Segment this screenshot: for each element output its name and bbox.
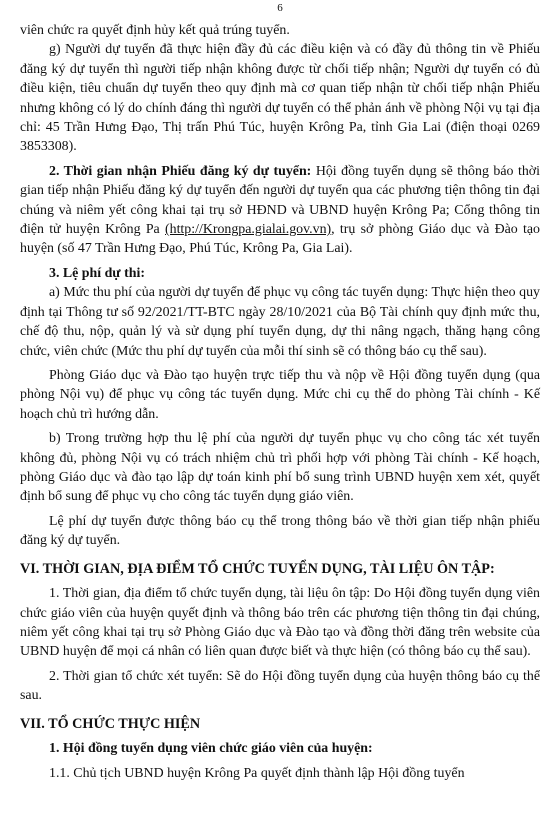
district-portal-link[interactable]: (http://Krongpa.gialai.gov.vn)	[165, 222, 332, 238]
section-2-paragraph	[20, 162, 540, 259]
page-number: 6	[277, 2, 283, 14]
paragraph-vii-1-1: 1.1. Chủ tịch UBND huyện Krông Pa quyết định thành lập Hội đồng tuyển	[49, 765, 465, 781]
paragraph-continuation: viên chức ra quyết định hủy kết quả trúng tuyển.	[20, 23, 290, 38]
section-2-text-end: , trụ sở phòng Giáo dục và Đào tạo huyện (số 47 Trần Hưng Đạo, Phú Túc, Krông Pa, Gia Lai).	[20, 222, 540, 257]
paragraph-vi-1: 1. Thời gian, địa điểm tổ chức tuyển dụng, tài liệu ôn tập: Do Hội đồng tuyển dụng viên chức giáo viên của huyện quyết định và thông báo trên các phương tiện thông tin đại chúng, niêm yết công khai tại trụ sở Phòng Giáo dục và Đào tạo và đồng thời đăng trên website của UBND huyện để mọi cá nhân có liên quan được biết và thực hiện (có thông báo cụ thể sau).	[20, 586, 540, 660]
section-vi-heading: VI. THỜI GIAN, ĐỊA ĐIỂM TỔ CHỨC TUYỂN DỤNG, TÀI LIỆU ÔN TẬP:	[20, 560, 495, 577]
section-3-heading: 3. Lệ phí dự thi:	[49, 265, 145, 281]
section-2-text: Hội đồng tuyển dụng sẽ thông báo thời gian tiếp nhận Phiếu đăng ký dự tuyển đến người dự tuyển qua các phương tiện thông tin đại chúng và niêm yết công khai tại trụ sở HĐND và UBND huyện Krông Pa; Cổng thông tin điện tử huyện Krông Pa	[20, 163, 540, 238]
paragraph-fee-collection: Phòng Giáo dục và Đào tạo huyện trực tiếp thu và nộp về Hội đồng tuyển dụng (qua phòng Nội vụ) để phục vụ công tác tuyển dụng. Mức chi cụ thể do phòng Tài chính - Kế hoạch chủ trì hướng dẫn.	[20, 367, 540, 422]
paragraph-item-g: g) Người dự tuyển đã thực hiện đầy đủ các điều kiện và có đầy đủ thông tin về Phiếu đăng ký dự tuyển thì người tiếp nhận không được từ chối tiếp nhận; Người dự tuyển có đủ điều kiện, tiêu chuẩn dự tuyển theo quy định mà cơ quan tiếp nhận từ chối tiếp nhận Phiếu nhưng không có lý do chính đáng thì người dự tuyển có thể phản ánh về phòng Nội vụ tại địa chỉ: 45 Trần Hưng Đạo, Thị trấn Phú Túc, huyện Krông Pa, tỉnh Gia Lai (điện thoại 0269 3853308).	[20, 42, 540, 155]
section-vii-1-heading: 1. Hội đồng tuyển dụng viên chức giáo viên của huyện:	[49, 741, 373, 757]
paragraph-fee-notice: Lệ phí dự tuyển được thông báo cụ thể trong thông báo về thời gian tiếp nhận phiếu đăng ký dự tuyển.	[20, 513, 540, 549]
paragraph-item-a: a) Mức thu phí của người dự tuyển để phục vụ công tác tuyển dụng: Thực hiện theo quy định tại Thông tư số 92/2021/TT-BTC ngày 28/10/2021 của Bộ Tài chính quy định mức thu, chế độ thu, nộp, quản lý và sử dụng phí tuyển dụng, dự thi nâng ngạch, thăng hạng công chức, viên chức (Mức thu phí dự tuyển của mỗi thí sinh sẽ có thông báo cụ thể sau).	[20, 285, 540, 359]
paragraph-vi-2: 2. Thời gian tổ chức xét tuyển: Sẽ do Hội đồng tuyển dụng của huyện thông báo cụ thể sau.	[20, 668, 540, 704]
paragraph-item-b: b) Trong trường hợp thu lệ phí của người dự tuyển phục vụ cho công tác xét tuyển không đủ, phòng Nội vụ có trách nhiệm chủ trì phối hợp với phòng Tài chính - Kế hoạch, phòng Giáo dục và đào tạo lập dự toán kinh phí bổ sung trình UBND huyện xem xét, quyết định bổ sung để phục vụ cho công tác tuyển dụng giáo viên.	[20, 431, 540, 505]
section-2-heading: 2. Thời gian nhận Phiếu đăng ký dự tuyển:	[49, 163, 312, 179]
section-vii-heading: VII. TỔ CHỨC THỰC HIỆN	[20, 715, 201, 732]
